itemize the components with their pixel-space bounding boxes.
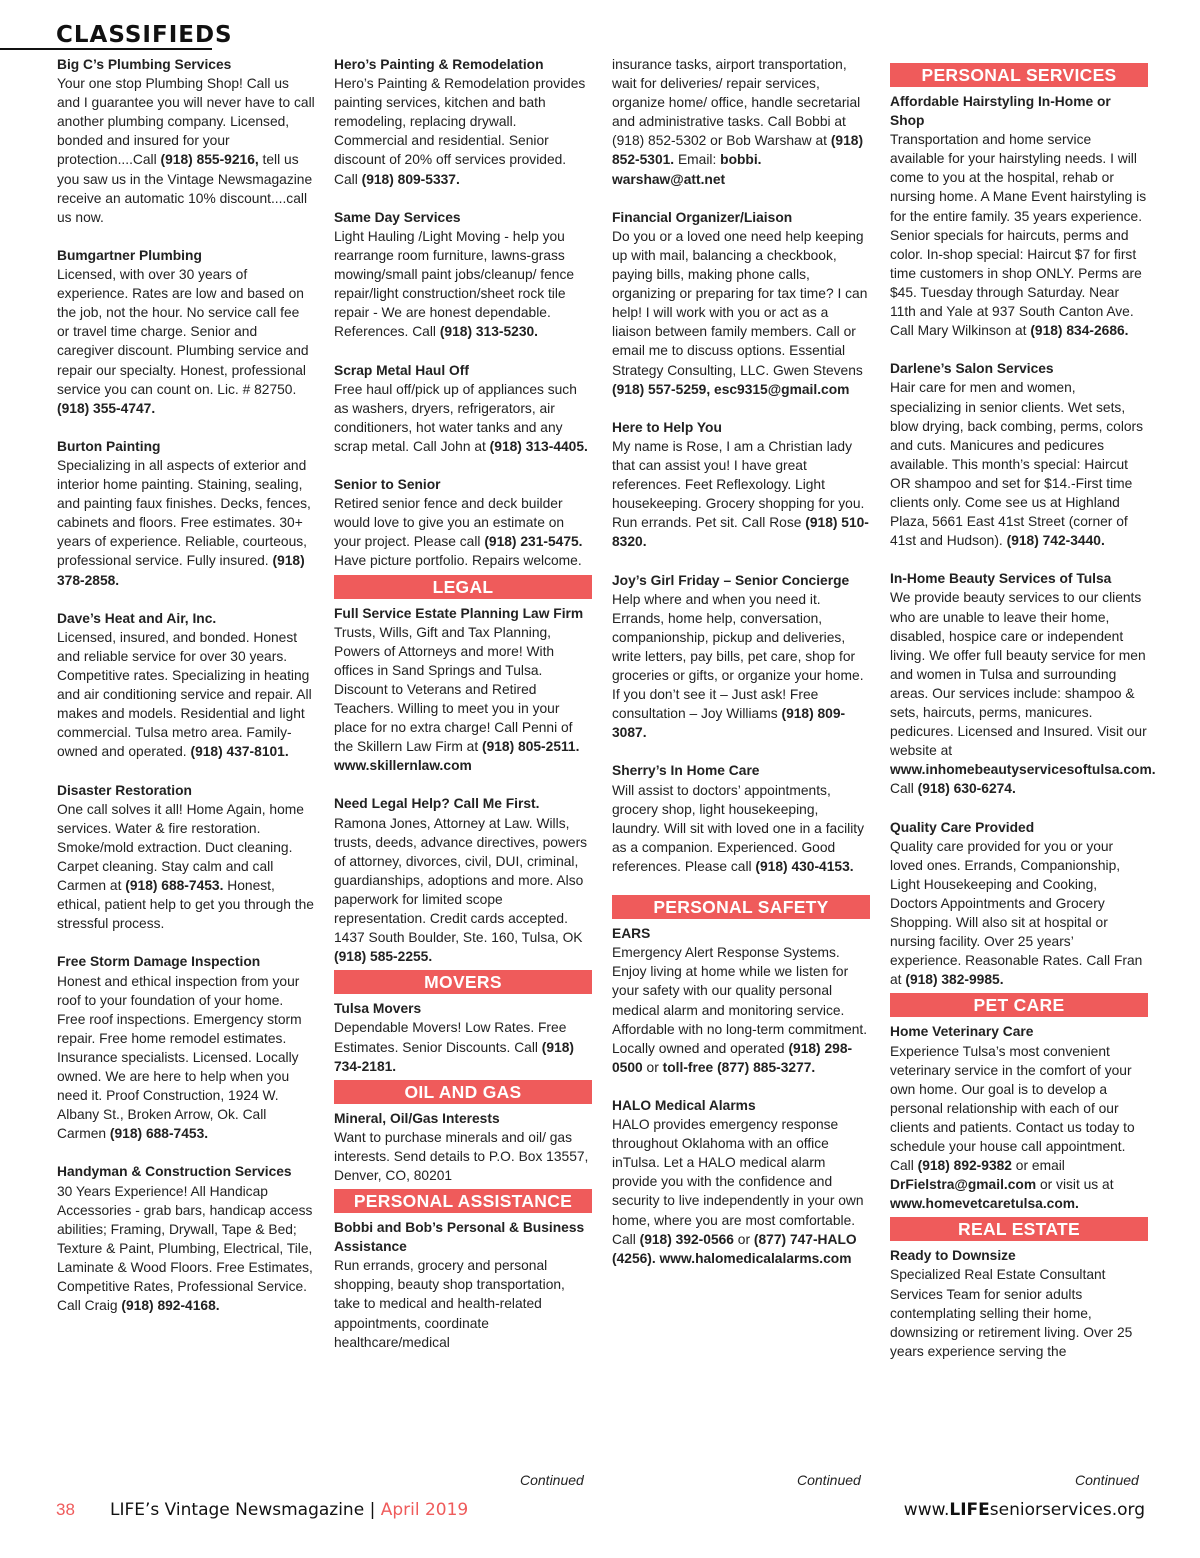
- ad-text: 30 Years Experience! All Handicap Accessories - grab bars, handicap access abilities; Framing, Drywall, Tape & Bed; Texture & Paint, Plumbing, Electrical, Tile, Laminate & Wood Floors. Free Estimates, Competitive Rates, Professional Service. Call Craig: [57, 1183, 313, 1314]
- ad-body: [334, 1256, 592, 1351]
- classified-ad: [612, 571, 870, 743]
- ad-title: Senior to Senior: [334, 477, 441, 493]
- ad-contact: (918) 809-5337.: [361, 171, 460, 187]
- ad-body: [334, 74, 592, 189]
- ad-text: Call: [890, 781, 918, 797]
- ad-title: Burton Painting: [57, 438, 161, 454]
- ad-text: Emergency Alert Response Systems. Enjoy living at home while we listen for your safety with our quality personal medical alarm and monitoring service. Affordable with no long-term commitment. Locally owned and operated: [612, 945, 868, 1056]
- website-prefix: www.: [903, 1500, 950, 1520]
- ad-contact: DrFielstra@gmail.com: [890, 1177, 1037, 1193]
- ad-contact: bobbi. warshaw@att.net: [612, 152, 762, 187]
- ad-text: One call solves it all! Home Again, home services. Water & fire restoration. Smoke/mold extraction. Duct cleaning. Carpet cleaning. Stay calm and call Carmen at: [57, 801, 304, 894]
- ad-contact: (918) 742-3440.: [1006, 533, 1105, 549]
- ad-contact: (918) 231-5475.: [484, 534, 583, 550]
- classified-ad: [57, 55, 315, 227]
- ad-title: Bumgartner Plumbing: [57, 247, 202, 263]
- ad-text: Want to purchase minerals and oil/ gas interests. Send details to P.O. Box 13557, Denver, CO, 80201: [334, 1129, 589, 1183]
- section-header: PERSONAL SAFETY: [612, 895, 870, 919]
- ad-text: Run errands, grocery and personal shopping, beauty shop transportation, take to medical and health-related appointments, coordinate healthcare/medical: [334, 1258, 565, 1350]
- ad-title: Disaster Restoration: [57, 782, 192, 798]
- ad-text: Do you or a loved one need help keeping up with mail, balancing a checkbook, paying bills, making phone calls, organizing or preparing for tax time? I can help! I will work with you or act as a liaison between family members. Call or email me to discuss options. Essential Strategy Consulting, LLC. Gwen Stevens: [612, 228, 868, 378]
- ad-text: Quality care provided for you or your loved ones. Errands, Companionship, Light Housekeeping and Cooking, Doctors Appointments and Grocery Shopping. Will also sit at hospital or nursing facility. Over 25 years’ experience. Reasonable Rates. Call Fran at: [890, 838, 1143, 988]
- ad-text: Light Hauling /Light Moving - help you rearrange room furniture, lawns-grass mowing/small paint jobs/cleanup/ fence repair/light construction/sheet rock tile repair - We are honest dependable. References. Call: [334, 228, 575, 340]
- classified-ad: [334, 604, 592, 776]
- classified-ad: [334, 475, 592, 570]
- ad-title: In-Home Beauty Services of Tulsa: [890, 571, 1112, 587]
- section-header: LEGAL: [334, 575, 592, 599]
- classified-ad: [57, 437, 315, 590]
- ad-contact: (918) 298-0500: [612, 1040, 853, 1075]
- ad-text: Transportation and home service available for your hairstyling needs. I will come to you at the hospital, rehab or nursing home. A Mane Event hairstyling is for the entire family. 35 years experience. Senior specials for haircuts, perms and color. In-shop special: Haircut $7 for first time customers in shop ONLY. Perms are $45. Tuesday through Saturday. Near 11th and Yale at 937 South Canton Ave. Call Mary Wilkinson at: [890, 132, 1147, 339]
- ad-text: or: [733, 1231, 754, 1247]
- ad-title: Hero’s Painting & Remodelation: [334, 57, 544, 72]
- ad-text: Licensed, with over 30 years of experience. Rates are low and based on the job, not the hour. No service call fee or travel time charge. Senior and caregiver discount. Plumbing service and repair our specialty. Honest, professional service you can count on. Lic. # 82750.: [57, 267, 309, 397]
- ad-text: Have picture portfolio. Repairs welcome.: [334, 553, 582, 569]
- page-number: 38: [56, 1500, 75, 1519]
- website-brand: LIFE: [949, 1500, 990, 1520]
- ad-body: [890, 588, 1156, 798]
- classified-ad: [57, 1162, 315, 1315]
- ad-body: [890, 837, 1148, 990]
- ad-title: Sherry’s In Home Care: [612, 763, 760, 779]
- classified-ad: [57, 609, 315, 762]
- ad-title: Tulsa Movers: [334, 1001, 422, 1017]
- ad-text: Honest, ethical, patient help to get you through the stressful process.: [57, 878, 314, 932]
- classified-ad: [57, 952, 315, 1143]
- ad-contact: (918) 688-7453.: [125, 878, 224, 894]
- ad-contact: (877) 747-HALO (4256). www.halomedicalalarms.com: [612, 1231, 857, 1266]
- classified-ad: [334, 999, 592, 1075]
- ad-body: [890, 378, 1148, 550]
- ad-text: or: [642, 1059, 663, 1075]
- classified-ad: [890, 569, 1156, 798]
- ad-body: [334, 1128, 592, 1185]
- classified-ad: [334, 55, 592, 189]
- ad-contact: (918) 688-7453.: [109, 1126, 209, 1142]
- ad-text: Email:: [674, 152, 721, 168]
- continued-note-4: Continued: [1075, 1472, 1139, 1488]
- ad-text: Help where and when you need it. Errands, home help, conversation, companionship, pickup and deliveries, write letters, pay bills, pet care, shop for groceries or gifts, or organize your home. If you don’t see it – Just ask! Free consultation – Joy Williams: [612, 591, 864, 722]
- ad-contact: www.homevetcaretulsa.com.: [890, 1196, 1079, 1212]
- continued-note-3: Continued: [797, 1472, 861, 1488]
- ad-body: [890, 1042, 1148, 1214]
- ad-body: [612, 943, 870, 1077]
- ad-text: Ramona Jones, Attorney at Law. Wills, trusts, deeds, advance directives, powers of attorney, divorces, civil, DUI, criminal, guardianships, adoptions and more. Also paperwork for limited scope representation. Credit cards accepted. 1437 South Boulder, Ste. 160, Tulsa, OK: [334, 815, 588, 946]
- column-2: [334, 55, 592, 1371]
- issue-date: April 2019: [380, 1500, 469, 1520]
- ad-body: [334, 494, 592, 570]
- ad-title: Darlene’s Salon Services: [890, 361, 1054, 377]
- classified-ad: [612, 55, 870, 189]
- website-url[interactable]: [904, 1500, 1145, 1520]
- classified-ad: [334, 1218, 592, 1352]
- ad-text: or visit us at: [1036, 1177, 1114, 1193]
- ad-contact: (918) 382-9985.: [905, 972, 1004, 988]
- section-header: MOVERS: [334, 970, 592, 994]
- classified-ad: [57, 246, 315, 418]
- ad-contact: (918) 355-4747.: [57, 400, 156, 416]
- ad-title: Here to Help You: [612, 419, 722, 435]
- classified-ad: [890, 92, 1148, 340]
- footer-separator: |: [364, 1500, 381, 1520]
- classified-ad: [57, 781, 315, 934]
- ad-body: [334, 227, 592, 342]
- ad-title: Scrap Metal Haul Off: [334, 362, 469, 378]
- ad-text: Dependable Movers! Low Rates. Free Estimates. Senior Discounts. Call: [334, 1020, 567, 1055]
- ad-contact: (918) 805-2511. www.skillernlaw.com: [334, 739, 580, 774]
- ad-contact: (918) 809-3087.: [612, 706, 846, 741]
- ad-text: or email: [1011, 1158, 1065, 1174]
- ad-body: [57, 1182, 315, 1316]
- classified-ad: [890, 818, 1148, 990]
- section-header: REAL ESTATE: [890, 1217, 1148, 1241]
- classified-ad: [612, 924, 870, 1077]
- publication-line: [110, 1500, 468, 1520]
- ad-text: Specialized Real Estate Consultant Services Team for senior adults contemplating selling their home, downsizing or retirement living. Over 25 years experience serving the: [890, 1267, 1133, 1359]
- website-suffix: seniorservices.org: [989, 1500, 1145, 1520]
- ad-text: Retired senior fence and deck builder would love to give you an estimate on your project. Please call: [334, 496, 565, 550]
- ad-text: We provide beauty services to our clients who are unable to leave their home, disabled, hospice care or independent living. We offer full beauty service for men and women in Tulsa and surrounding areas. Our services include: shampoo & sets, haircuts, perms, manicures. pedicures. Licensed and Insured. Visit our website at: [890, 590, 1147, 759]
- publication-name: LIFE’s Vintage Newsmagazine: [110, 1500, 365, 1520]
- column-4: [890, 55, 1156, 1380]
- ad-title: Need Legal Help? Call Me First.: [334, 796, 540, 812]
- ad-title: Joy’s Girl Friday – Senior Concierge: [612, 572, 850, 588]
- ad-body: [612, 437, 870, 552]
- ad-contact: (918) 852-5301.: [612, 133, 864, 168]
- ad-body: [57, 74, 315, 227]
- ad-text: Licensed, insured, and bonded. Honest and reliable service for over 30 years. Competitive rates. Specializing in heating and air conditioning service and repair. All makes and models. Residential and light commercial. Tulsa metro area. Family-owned and operated.: [57, 629, 312, 760]
- ad-title: HALO Medical Alarms: [612, 1097, 756, 1113]
- ad-title: Quality Care Provided: [890, 819, 1035, 835]
- ad-text: Free haul off/pick up of appliances such as washers, dryers, refrigerators, air conditioners, hot water tanks and any scrap metal. Call John at: [334, 381, 577, 454]
- classified-ad: [612, 208, 870, 399]
- ad-text: Your one stop Plumbing Shop! Call us and I guarantee you will never have to call another plumbing company. Licensed, bonded and insured for your protection....Call: [57, 76, 315, 168]
- ad-contact: (918) 392-0566: [639, 1231, 734, 1247]
- ad-title: Bobbi and Bob’s Personal & Business Assistance: [334, 1220, 585, 1255]
- ad-body: [890, 130, 1148, 340]
- ad-contact: (918) 585-2255.: [334, 949, 433, 965]
- classified-ad: [334, 794, 592, 966]
- classified-ad: [612, 761, 870, 876]
- ad-contact: (918) 378-2858.: [57, 553, 305, 588]
- ad-body: [57, 972, 315, 1144]
- ad-text: My name is Rose, I am a Christian lady that can assist you! I have great references. Feet Reflexology. Light housekeeping. Grocery shopping for you. Run errands. Pet sit. Call Rose: [612, 438, 865, 531]
- ad-contact: toll-free (877) 885-3277.: [662, 1059, 816, 1075]
- ad-text: tell us you saw us in the Vintage Newsmagazine receive an automatic 10% discount....call us now.: [57, 152, 313, 225]
- ad-text: Hair care for men and women, specializing in senior clients. Wet sets, blow drying, back combing, perms, colors and cuts. Manicures and pedicures available. This month’s special: Haircut OR shampoo and set for $14.-First time clients only. Come see us at Highland Plaza, 5661 East 41st Street (corner of 41st and Hudson).: [890, 380, 1144, 549]
- ad-title: Free Storm Damage Inspection: [57, 954, 261, 970]
- classified-ad: [890, 359, 1148, 550]
- ad-contact: (918) 437-8101.: [190, 744, 289, 760]
- ad-text: Honest and ethical inspection from your roof to your foundation of your home. Free roof inspections. Emergency storm repair. Free home remodel estimates. Insurance specialists. Licensed. Locally owned. We are here to help when you need it. Proof Construction, 1924 W. Albany St., Broken Arrow, Ok. Call Carmen: [57, 973, 302, 1142]
- ad-contact: (918) 734-2181.: [334, 1039, 575, 1074]
- section-header: PERSONAL SERVICES: [890, 63, 1148, 87]
- ad-text: insurance tasks, airport transportation, wait for deliveries/ repair services, organize home/ office, handle secretarial and administrative tasks. Call Bobbi at (918) 852-5302 or Bob Warshaw at: [612, 57, 861, 149]
- ad-contact: (918) 313-5230.: [439, 324, 539, 340]
- ad-text: Will assist to doctors’ appointments, grocery shop, light housekeeping, laundry. Will sit with loved one in a facility as a companion. Experienced. Good references. Please call: [612, 782, 865, 874]
- ad-body: [57, 628, 315, 762]
- ad-title: Affordable Hairstyling In-Home or Shop: [890, 94, 1111, 129]
- ad-title: Mineral, Oil/Gas Interests: [334, 1110, 500, 1126]
- ad-text: Trusts, Wills, Gift and Tax Planning, Powers of Attorneys and more! With offices in Sand Springs and Tulsa. Discount to Veterans and Retired Teachers. Willing to meet you in your place for no extra charge! Call Penni of the Skillern Law Firm at: [334, 624, 573, 755]
- ad-text: Experience Tulsa’s most convenient veterinary service in the comfort of your own home. Our goal is to develop a personal relationship with each of our clients and patients. Contact us today to schedule your house call appointment. Call: [890, 1043, 1135, 1174]
- ad-title: Dave’s Heat and Air, Inc.: [57, 610, 217, 626]
- ad-body: [334, 380, 592, 456]
- ad-contact: (918) 834-2686.: [1030, 323, 1129, 339]
- ad-title: Financial Organizer/Liaison: [612, 209, 793, 225]
- column-3: [612, 55, 870, 1287]
- classified-ad: [890, 1022, 1148, 1213]
- ad-body: [890, 1265, 1148, 1360]
- ad-body: [612, 55, 870, 189]
- ad-body: [612, 590, 870, 743]
- ad-contact: (918) 557-5259, esc9315@gmail.com: [612, 381, 850, 397]
- ad-body: [334, 814, 592, 967]
- ad-contact: (918) 892-4168.: [121, 1298, 220, 1314]
- ad-body: [612, 1115, 870, 1268]
- classified-ad: [890, 1246, 1148, 1361]
- classified-ad: [334, 208, 592, 342]
- ad-body: [612, 781, 870, 876]
- ad-text: Specializing in all aspects of exterior and interior home painting. Staining, sealing, and painting faux finishes. Decks, fences, cabinets and floors. Free estimates. 30+ years of experience. Reliable, courteous, professional service. Fully insured.: [57, 457, 311, 569]
- ad-contact: (918) 630-6274.: [917, 781, 1016, 797]
- ad-contact: (918) 510-8320.: [612, 515, 869, 550]
- section-header: PET CARE: [890, 993, 1148, 1017]
- column-1: [57, 55, 315, 1334]
- ad-title: Home Veterinary Care: [890, 1024, 1034, 1040]
- section-header: OIL AND GAS: [334, 1080, 592, 1104]
- ad-contact: (918) 313-4405.: [489, 438, 588, 454]
- classified-ad: [334, 1109, 592, 1185]
- ad-title: Same Day Services: [334, 209, 461, 225]
- ad-text: Hero’s Painting & Remodelation provides painting services, kitchen and bath remodeling, replacing drywall. Commercial and residential. Senior discount of 20% off services provided. Call: [334, 76, 586, 187]
- ad-body: [612, 227, 870, 399]
- ad-title: Big C’s Plumbing Services: [57, 57, 232, 72]
- ad-title: EARS: [612, 926, 651, 942]
- ad-title: Full Service Estate Planning Law Firm: [334, 605, 584, 621]
- ad-body: [57, 456, 315, 590]
- ad-contact: (918) 892-9382: [917, 1158, 1012, 1174]
- ad-body: [57, 265, 315, 418]
- ad-contact: (918) 855-9216,: [160, 152, 259, 168]
- ad-text: HALO provides emergency response throughout Oklahoma with an office inTulsa. Let a HALO medical alarm provide you with the confidence and security to live independently in your own home, where you are most comfortable. Call: [612, 1117, 864, 1247]
- classified-ad: [612, 1096, 870, 1268]
- classified-ad: [334, 361, 592, 456]
- ad-contact: (918) 430-4153.: [755, 858, 854, 874]
- ad-body: [334, 1018, 592, 1075]
- page-title: CLASSIFIEDS: [56, 22, 233, 48]
- continued-note-2: Continued: [520, 1472, 584, 1488]
- ad-contact: www.inhomebeautyservicesoftulsa.com.: [890, 762, 1156, 778]
- ad-title: Handyman & Construction Services: [57, 1164, 292, 1180]
- section-header: PERSONAL ASSISTANCE: [334, 1189, 592, 1213]
- ad-title: Ready to Downsize: [890, 1248, 1016, 1264]
- classified-ad: [612, 418, 870, 552]
- ad-body: [57, 800, 315, 934]
- ad-body: [334, 623, 592, 776]
